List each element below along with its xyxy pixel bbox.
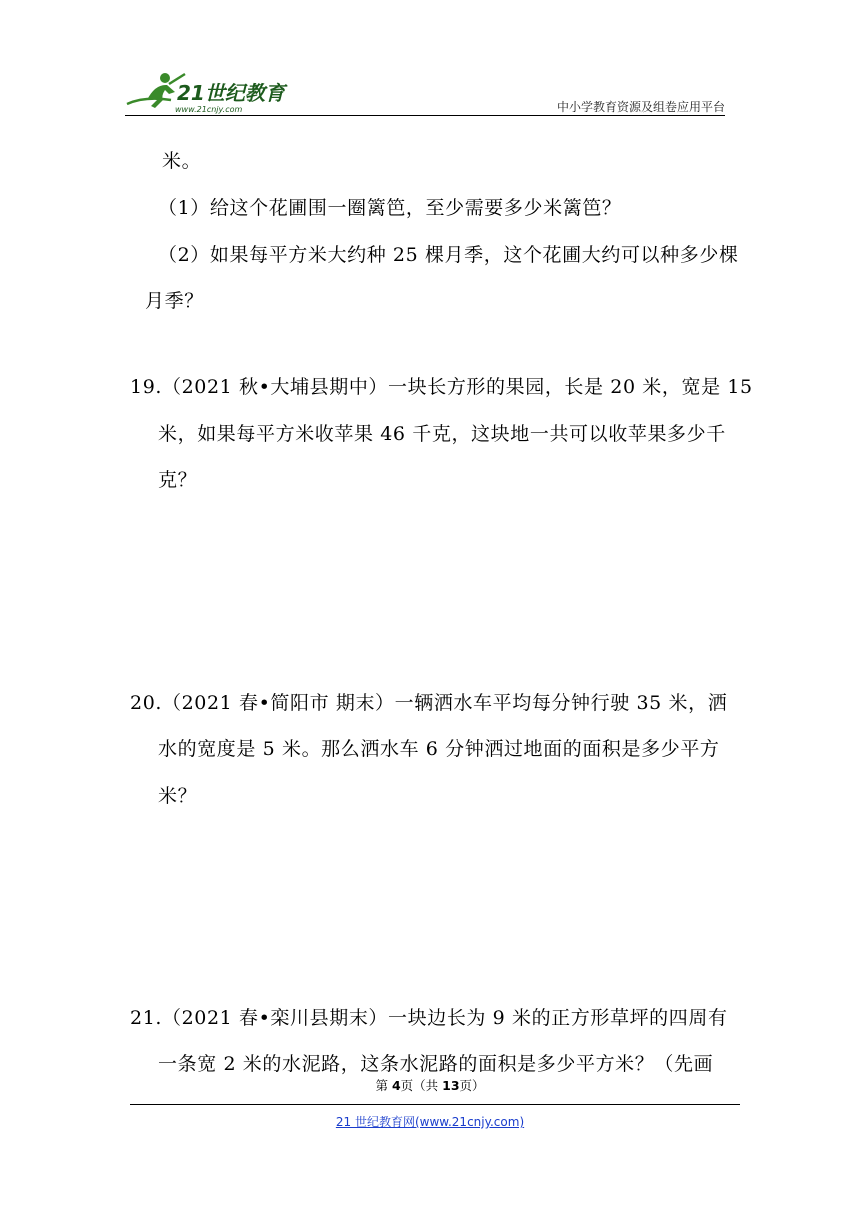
text-line: （1）给这个花圃围一圈篱笆，至少需要多少米篱笆？ [158,197,622,219]
question-19-line: 19.（2021 秋•大埔县期中）一块长方形的果园，长是 20 米，宽是 15 [130,376,753,398]
text-line: 月季？ [145,290,204,312]
svg-text:www.21cnjy.com: www.21cnjy.com [175,105,243,114]
page-header [125,66,725,116]
text-line: （2）如果每平方米大约种 25 棵月季，这个花圃大约可以种多少棵 [158,244,739,266]
svg-text:21世纪教育: 21世纪教育 [177,81,285,105]
text-line: 克？ [158,469,198,491]
21cnjy-logo [125,70,295,114]
question-21-line: 21.（2021 春•栾川县期末）一块边长为 9 米的正方形草坪的四周有 [130,1007,728,1029]
question-20-line: 20.（2021 春•简阳市 期末）一辆洒水车平均每分钟行驶 35 米，洒 [130,692,728,714]
text-line: 米，如果每平方米收苹果 46 千克，这块地一共可以收苹果多少千 [158,423,726,445]
header-divider [125,115,725,116]
site-link[interactable]: 21 世纪教育网(www.21cnjy.com) [335,1115,525,1129]
footer-divider [130,1104,740,1105]
text-line: 米。 [162,150,202,172]
text-line: 水的宽度是 5 米。那么洒水车 6 分钟洒过地面的面积是多少平方 [158,738,720,760]
text-line: 一条宽 2 米的水泥路，这条水泥路的面积是多少平方米？（先画 [158,1053,714,1075]
text-line: 米？ [158,785,198,807]
page-number: 第 4页（共 13页） [375,1078,485,1093]
platform-name: 中小学教育资源及组卷应用平台 [556,100,725,114]
